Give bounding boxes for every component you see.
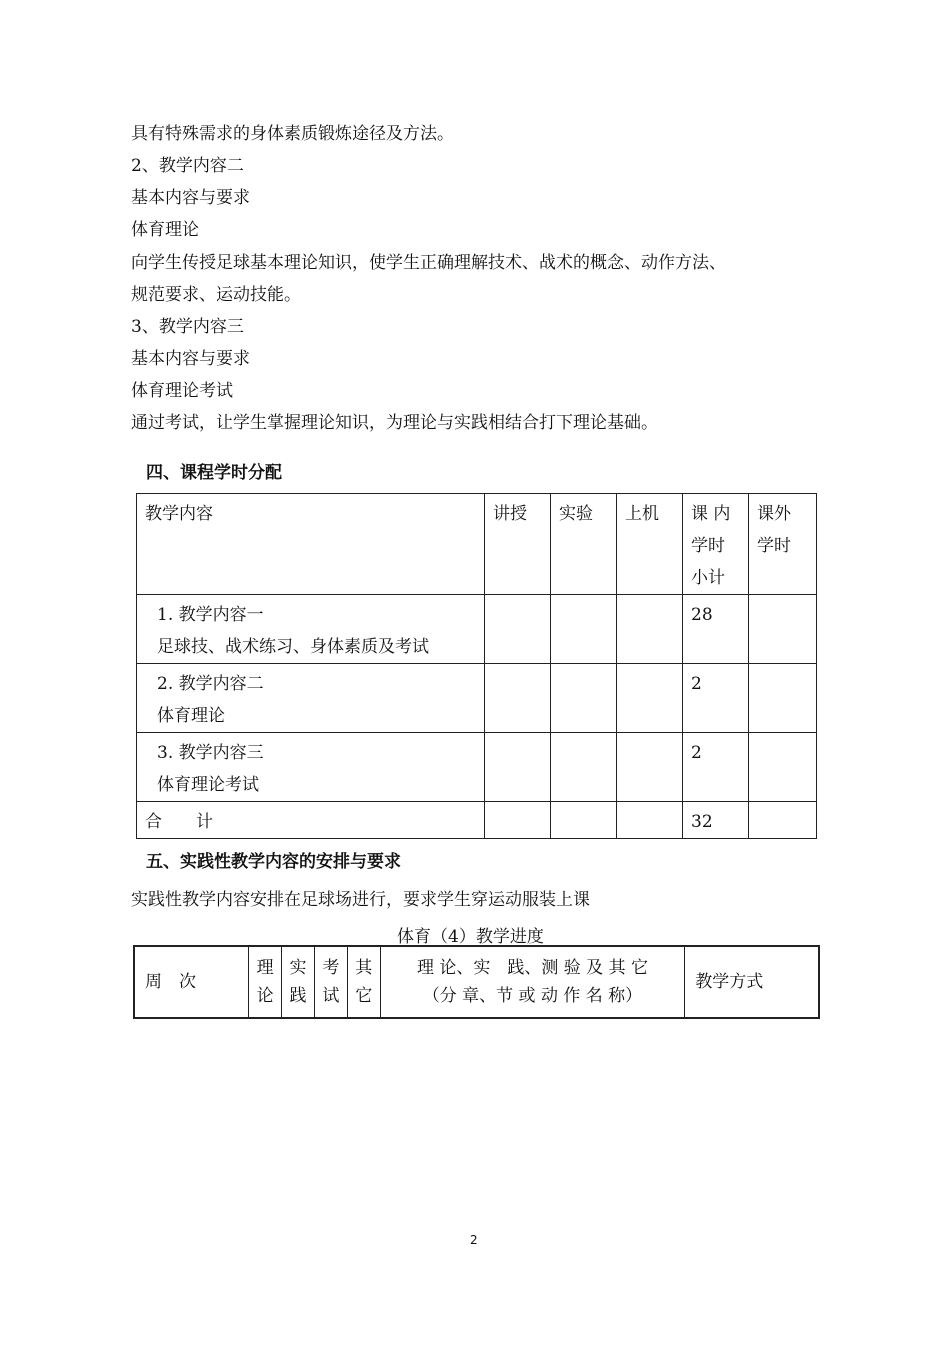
computer-cell: [617, 733, 683, 802]
body-line: 向学生传授足球基本理论知识，使学生正确理解技术、战术的概念、动作方法、: [131, 253, 726, 273]
section-heading: 四、课程学时分配: [146, 463, 282, 483]
table-header-row: [134, 946, 819, 1018]
method-header-cell: 教学方式: [685, 946, 819, 1018]
body-line: 体育理论考试: [131, 381, 233, 401]
lab-cell: [551, 733, 617, 802]
hours-allocation-table: [136, 493, 817, 839]
header-cell: 实验: [551, 494, 617, 595]
extra-hours-cell: [749, 595, 817, 664]
body-line: 基本内容与要求: [131, 349, 250, 369]
subtotal-cell: 28: [683, 595, 749, 664]
content-header-cell: 理 论、实 践、测 验 及 其 它 （分 章、节 或 动 作 名 称）: [380, 946, 684, 1018]
table-row: [137, 595, 817, 664]
subtotal-cell: 2: [683, 664, 749, 733]
computer-cell: [617, 595, 683, 664]
lecture-cell: [485, 664, 551, 733]
content-cell: 1. 教学内容一 足球技、战术练习、身体素质及考试: [137, 595, 485, 664]
exam-header-cell: 考 试: [314, 946, 347, 1018]
table-row: [137, 664, 817, 733]
body-line: 体育理论: [131, 220, 199, 240]
content-cell: 3. 教学内容三 体育理论考试: [137, 733, 485, 802]
lecture-cell: [485, 595, 551, 664]
header-cell: 讲授: [485, 494, 551, 595]
table-header-row: [137, 494, 817, 595]
section-paragraph: 实践性教学内容安排在足球场进行，要求学生穿运动服装上课: [131, 890, 590, 910]
schedule-caption: 体育（4）教学进度: [397, 927, 544, 947]
content-cell: 2. 教学内容二 体育理论: [137, 664, 485, 733]
lecture-cell: [485, 733, 551, 802]
body-line: 规范要求、运动技能。: [131, 285, 301, 305]
header-cell: 课外 学时: [749, 494, 817, 595]
other-header-cell: 其 它: [347, 946, 380, 1018]
practice-header-cell: 实 践: [282, 946, 315, 1018]
page-number: 2: [470, 1233, 478, 1247]
table-row: [137, 733, 817, 802]
header-cell: 上机: [617, 494, 683, 595]
teaching-schedule-table: [133, 945, 820, 1019]
subtotal-cell: 32: [683, 802, 749, 839]
subtotal-cell: 2: [683, 733, 749, 802]
computer-cell: [617, 664, 683, 733]
extra-hours-cell: [749, 802, 817, 839]
lab-cell: [551, 802, 617, 839]
computer-cell: [617, 802, 683, 839]
lab-cell: [551, 664, 617, 733]
section-heading: 五、实践性教学内容的安排与要求: [146, 852, 401, 872]
lecture-cell: [485, 802, 551, 839]
theory-header-cell: 理 论: [249, 946, 282, 1018]
body-line: 通过考试，让学生掌握理论知识，为理论与实践相结合打下理论基础。: [131, 413, 658, 433]
week-header-cell: 周 次: [134, 946, 249, 1018]
body-line: 基本内容与要求: [131, 188, 250, 208]
extra-hours-cell: [749, 733, 817, 802]
body-line: 具有特殊需求的身体素质锻炼途径及方法。: [131, 124, 454, 144]
table-total-row: [137, 802, 817, 839]
extra-hours-cell: [749, 664, 817, 733]
total-label-cell: 合 计: [137, 802, 485, 839]
header-cell: 教学内容: [137, 494, 485, 595]
body-line: 2、教学内容二: [131, 156, 244, 176]
body-line: 3、教学内容三: [131, 317, 244, 337]
lab-cell: [551, 595, 617, 664]
header-cell: 课 内 学时 小计: [683, 494, 749, 595]
